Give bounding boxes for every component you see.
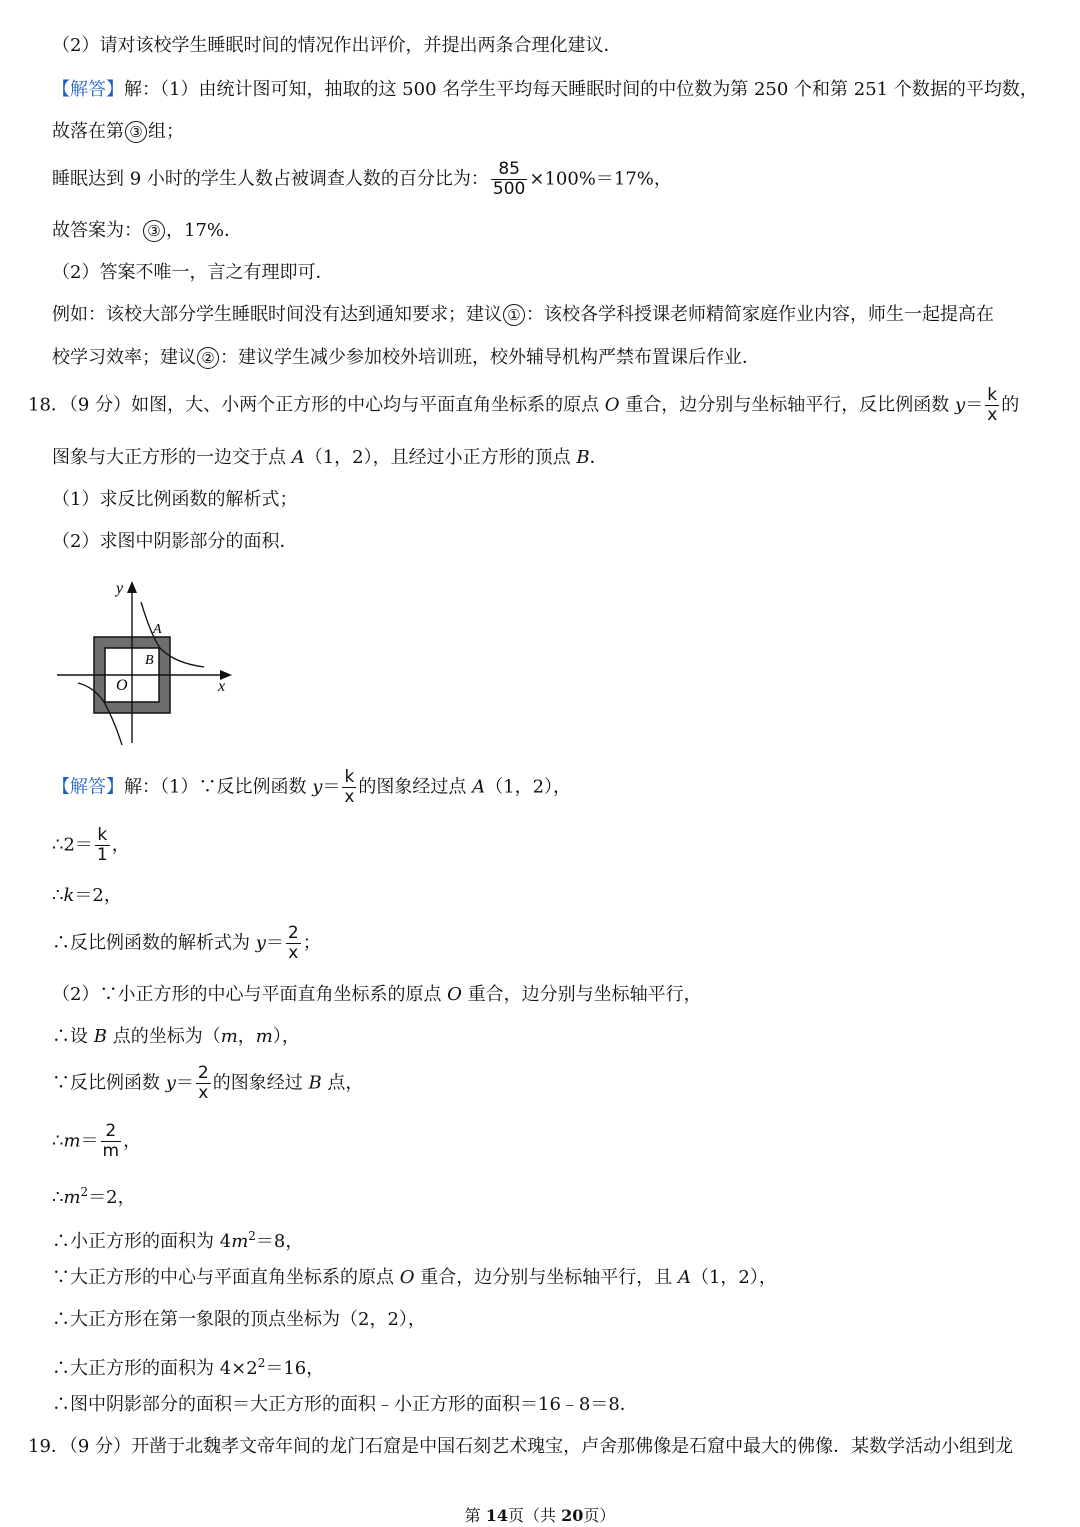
total-pages: 20 — [561, 1506, 584, 1525]
label-point-b: B — [145, 653, 154, 668]
label-x: x — [218, 678, 226, 695]
line-answer-18-13: ∴大正方形的面积为 $4\times 2^2=16$， — [52, 1356, 325, 1379]
fraction: $\frac{k}{x}$ — [987, 385, 998, 425]
line-answer-18-1: 【解答】解：（1）∵反比例函数 y＝ $\frac{k}{x}$ 的图象经过点 A（1，2）， — [52, 767, 572, 807]
line-answer-18-10: ∴小正方形的面积为 $4m^2=8$， — [52, 1229, 304, 1252]
label-origin: O — [116, 677, 128, 694]
current-page-number: 14 — [485, 1506, 508, 1525]
line-answer-17-6: 例如：该校大部分学生睡眠时间没有达到通知要求；建议 ① ：该校各学科授课老师精简家庭作业内容，师生一起提高在 — [52, 304, 994, 325]
line-answer-18-9: $\therefore m^2=2$， — [52, 1185, 136, 1208]
page-footer: 第 14页（共 20页） — [464, 1506, 616, 1525]
label-point-a: A — [153, 622, 162, 637]
fraction: $\frac{2}{x}$ — [197, 1063, 209, 1103]
line-question-19: 19．（9 分）开凿于北魏孝文帝年间的龙门石窟是中国石刻艺术瑰宝，卢舍那佛像是石窟中最大的佛像．某数学活动小组到龙 — [28, 1436, 1014, 1457]
line-answer-17-2: 故落在第 ③ 组； — [52, 121, 184, 142]
line-answer-17-1: 【解答】解：（1）由统计图可知，抽取的这 500 名学生平均每天睡眠时间的中位数为第 250 个和第 251 个数据的平均数， — [52, 79, 1038, 100]
line-answer-18-6: ∴设 B 点的坐标为（m，m）， — [52, 1026, 300, 1047]
line-answer-17-5: （2）答案不唯一，言之有理即可． — [52, 262, 334, 283]
answer-tag: 【解答】 — [52, 79, 124, 100]
line-question-18-sub2: （2）求图中阴影部分的面积． — [52, 531, 298, 552]
label-y: y — [116, 580, 124, 597]
fraction: $\frac{2}{x}$ — [287, 923, 299, 963]
line-answer-18-5: （2）∵小正方形的中心与平面直角坐标系的原点 O 重合，边分别与坐标轴平行， — [52, 984, 702, 1005]
answer-tag: 【解答】 — [52, 776, 124, 798]
fraction: $\frac{k}{1}$ — [96, 825, 108, 865]
fraction: $\frac{2}{m}$ — [102, 1121, 120, 1161]
line-answer-18-14: ∴图中阴影部分的面积＝大正方形的面积﹣小正方形的面积＝16﹣8＝8． — [52, 1394, 638, 1415]
circled-number: ③ — [143, 220, 165, 242]
circled-number: ② — [197, 347, 219, 369]
line-answer-18-3: ∴k＝2， — [52, 885, 122, 906]
coordinate-figure — [52, 575, 237, 745]
line-answer-18-4: ∴反比例函数的解析式为 y＝ $\frac{2}{x}$ ； — [52, 923, 321, 963]
line-question-18-sub1: （1）求反比例函数的解析式； — [52, 489, 298, 510]
line-answer-18-8: ∴m＝ $\frac{2}{m}$ ， — [52, 1121, 142, 1161]
line-question-18: 18．（9 分）如图，大、小两个正方形的中心均与平面直角坐标系的原点 O 重合，边分别与坐标轴平行，反比例函数 y＝ $\frac{k}{x}$ 的 — [28, 385, 1020, 425]
line-answer-17-7: 校学习效率；建议 ② ：建议学生减少参加校外培训班，校外辅导机构严禁布置课后作业． — [52, 347, 760, 368]
line-answer-17-3: 睡眠达到 9 小时的学生人数占被调查人数的百分比为： $\frac{85}{500}$ ×100%＝17%， — [52, 159, 672, 199]
line-answer-17-4: 故答案为： ③ ，17%． — [52, 220, 243, 241]
line-answer-18-11: ∵大正方形的中心与平面直角坐标系的原点 O 重合，边分别与坐标轴平行，且 A（1，2）， — [52, 1267, 777, 1288]
line-q17-part2: （2）请对该校学生睡眠时间的情况作出评价，并提出两条合理化建议． — [52, 35, 622, 56]
line-answer-18-7: ∵反比例函数 y＝ $\frac{2}{x}$ 的图象经过 B 点， — [52, 1063, 364, 1103]
fraction: $\frac{85}{500}$ — [492, 159, 526, 199]
y-axis-arrow — [127, 581, 137, 593]
line-question-18-2: 图象与大正方形的一边交于点 A（1，2），且经过小正方形的顶点 B． — [52, 447, 608, 468]
line-answer-18-12: ∴大正方形在第一象限的顶点坐标为（2，2）， — [52, 1309, 426, 1330]
circled-number: ③ — [125, 121, 147, 143]
circled-number: ① — [503, 304, 525, 326]
line-answer-18-2: ∴2＝ $\frac{k}{1}$ ， — [52, 825, 130, 865]
fraction: $\frac{k}{x}$ — [344, 767, 355, 807]
